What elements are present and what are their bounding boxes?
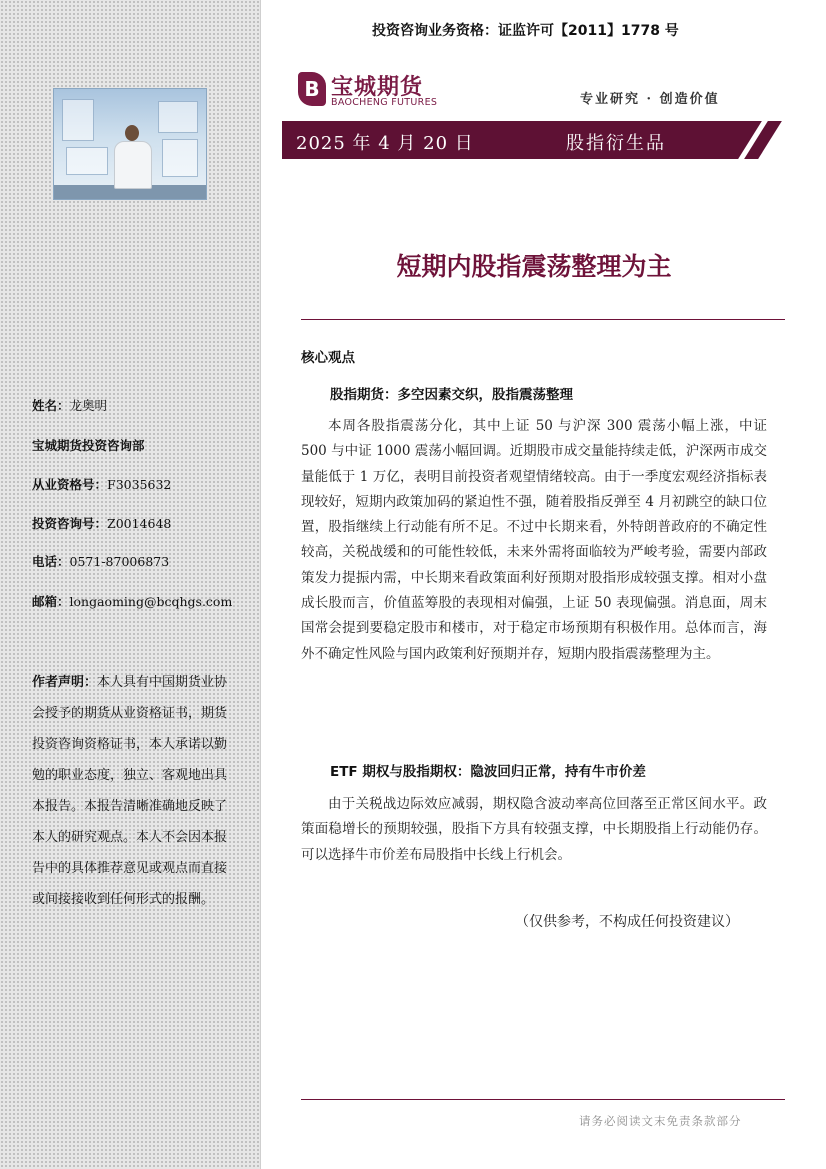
author-declaration: 作者声明：本人具有中国期货业协会授予的期货从业资格证书，期货投资咨询资格证书，本人承诺以勤勉的职业态度，独立、客观地出具本报告。本报告清晰准确地反映了本人的研究观点。本人不会因本报告中的具体推荐意见或观点而直接或间接接收到任何形式的报酬。 <box>32 675 228 907</box>
core-heading: 核心观点 <box>301 350 355 366</box>
title-divider <box>301 319 785 320</box>
section2-text: 由于关税战边际效应减弱，期权隐含波动率高位回落至正常区间水平。政策面稳增长的预期较强，股指下方具有较强支撑，中长期股指上行动能仍存。可以选择牛市价差布局股指中长线上行机会。 <box>301 796 767 863</box>
consult-number: 投资咨询号：Z0014648 <box>32 516 172 531</box>
report-category: 股指衍生品 <box>566 133 666 154</box>
company-logo <box>298 70 448 110</box>
section1-text: 本周各股指震荡分化，其中上证 50 与沪深 300 震荡小幅上涨，中证 500 与中证 1000 震荡小幅回调。近期股市成交量能持续走低，沪深两市成交量能低于 1 万亿，表明目前投资者观望情绪较高。由于一季度宏观经济指标表现较好，短期内政策加码的紧迫性不强，随着股指反弹至 4 月初跳空的缺口位置，股指继续上行动能有所不足。不过中长期来看，外特朗普政府的不确定性较高，关税战缓和的可能性较低，未来外需将面临较为严峻考验，需要内部政策发力提振内需，中长期来看政策面利好预期对股指形成较强支撑。相对小盘成长股而言，价值蓝筹股的表现相对偏强，上证 50 表现偏强。消息面，周末国常会提到要稳定股市和楼市，对于稳定市场预期有积极作用。总体而言，海外不确定性风险与国内政策利好预期并存，短期内股指震荡整理为主。 <box>301 418 767 662</box>
section1-heading: 股指期货：多空因素交织，股指震荡整理 <box>330 387 573 403</box>
analyst-name: 姓名：龙奥明 <box>32 398 108 413</box>
logo-mark: B <box>298 72 326 106</box>
qualification-number: 从业资格号：F3035632 <box>32 477 172 492</box>
department: 宝城期货投资咨询部 <box>32 438 145 453</box>
report-date: 2025 年 4 月 20 日 <box>296 133 474 154</box>
slogan: 专业研究 · 创造价值 <box>580 92 720 107</box>
logo-en: BAOCHENG FUTURES <box>331 97 438 108</box>
license-statement: 投资咨询业务资格：证监许可【2011】1778 号 <box>372 23 679 39</box>
report-title: 短期内股指震荡整理为主 <box>396 252 672 281</box>
sidebar <box>0 0 261 1169</box>
logo-cn: 宝城期货 <box>331 75 424 100</box>
section2-heading: ETF 期权与股指期权：隐波回归正常，持有牛市价差 <box>330 764 646 780</box>
disclaimer: （仅供参考，不构成任何投资建议） <box>515 914 739 930</box>
email-link[interactable]: longaoming@bcqhgs.com <box>69 594 233 609</box>
footer-divider <box>301 1099 785 1100</box>
email: 邮箱：longaoming@bcqhgs.com <box>32 594 233 609</box>
phone: 电话：0571-87006873 <box>32 554 170 569</box>
footer-note: 请务必阅读文末免责条款部分 <box>579 1114 742 1128</box>
analyst-photo <box>53 88 207 200</box>
